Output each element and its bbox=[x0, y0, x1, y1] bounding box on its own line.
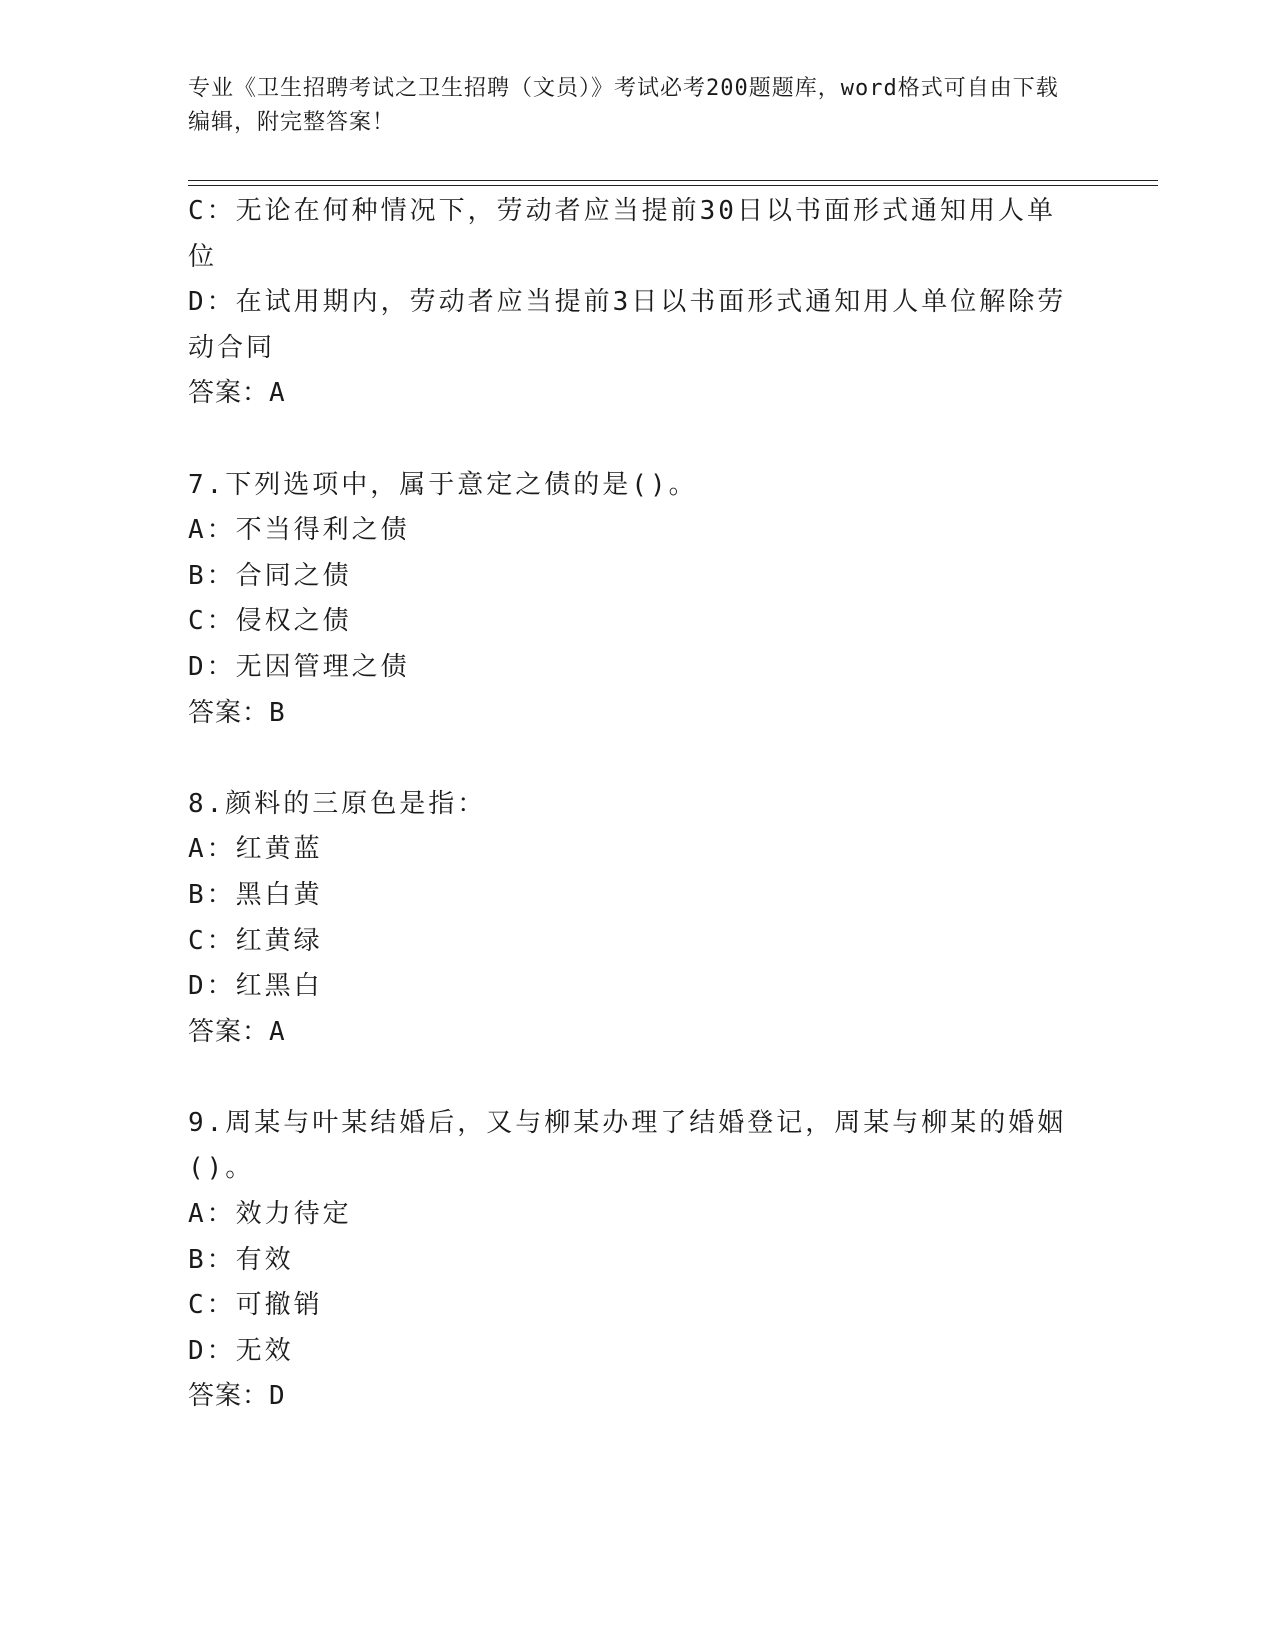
option-b: B：有效 bbox=[188, 1244, 294, 1275]
answer-line: 答案：D bbox=[188, 1381, 286, 1412]
option-a: A：红黄蓝 bbox=[188, 834, 323, 865]
question-stem: 9.周某与叶某结婚后，又与柳某办理了结婚登记，周某与柳某的婚姻()。 bbox=[188, 1107, 1067, 1184]
header-rule-top bbox=[188, 180, 1158, 181]
question-spacer bbox=[188, 1055, 1088, 1101]
answer-line: 答案：A bbox=[188, 378, 286, 409]
option-b: B：黑白黄 bbox=[188, 879, 323, 910]
question-content bbox=[188, 189, 1088, 1420]
question-spacer bbox=[188, 736, 1088, 782]
option-c: C：红黄绿 bbox=[188, 925, 323, 956]
option-a: A：效力待定 bbox=[188, 1199, 352, 1230]
option-c: C：侵权之债 bbox=[188, 606, 352, 637]
question-6-continued bbox=[188, 189, 1088, 417]
question-7 bbox=[188, 463, 1088, 737]
option-c: C：无论在何种情况下，劳动者应当提前30日以书面形式通知用人单位 bbox=[188, 196, 1056, 272]
answer-line: 答案：A bbox=[188, 1016, 286, 1047]
question-stem: 8.颜料的三原色是指： bbox=[188, 788, 487, 819]
option-b: B：合同之债 bbox=[188, 560, 352, 591]
question-9 bbox=[188, 1101, 1088, 1420]
option-c: C：可撤销 bbox=[188, 1290, 323, 1321]
answer-line: 答案：B bbox=[188, 697, 286, 728]
document-header: 专业《卫生招聘考试之卫生招聘（文员）》考试必考200题题库，word格式可自由下载编辑，附完整答案！ bbox=[188, 76, 1059, 135]
option-d: D：在试用期内，劳动者应当提前3日以书面形式通知用人单位解除劳动合同 bbox=[188, 287, 1067, 363]
header-rule-bottom bbox=[188, 185, 1158, 186]
question-8 bbox=[188, 782, 1088, 1056]
question-stem: 7.下列选项中，属于意定之债的是()。 bbox=[188, 469, 698, 500]
option-a: A：不当得利之债 bbox=[188, 515, 410, 546]
question-spacer bbox=[188, 417, 1088, 463]
option-d: D：红黑白 bbox=[188, 971, 323, 1002]
option-d: D：无因管理之债 bbox=[188, 651, 410, 682]
option-d: D：无效 bbox=[188, 1335, 294, 1366]
